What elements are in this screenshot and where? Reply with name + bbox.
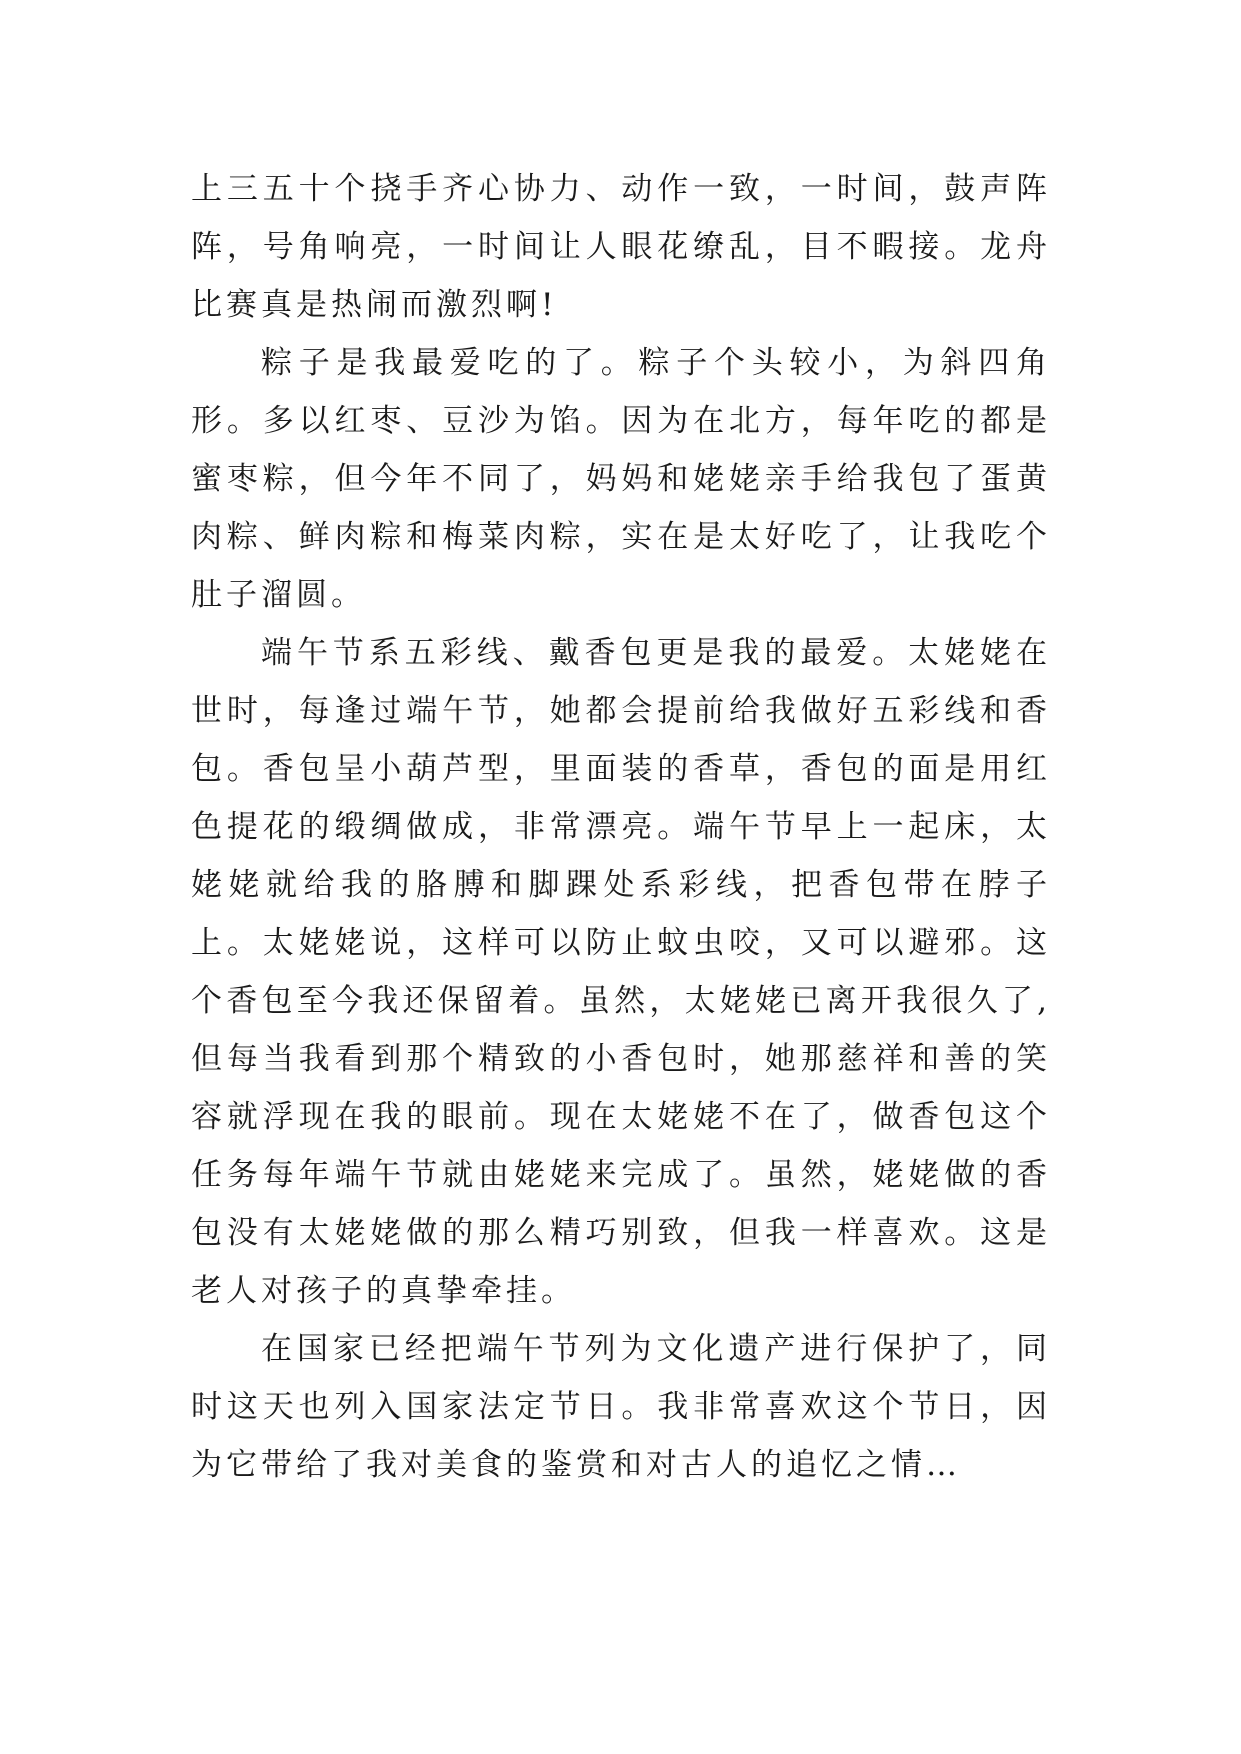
- essay-body: [191, 160, 1051, 1494]
- paragraph-dragon-boat: 上三五十个挠手齐心协力、动作一致，一时间，鼓声阵阵，号角响亮，一时间让人眼花缭乱，目不暇接。龙舟比赛真是热闹而激烈啊!: [191, 171, 1051, 323]
- paragraph-sachet: 端午节系五彩线、戴香包更是我的最爱。太姥姥在世时，每逢过端午节，她都会提前给我做好五彩线和香包。香包呈小葫芦型，里面装的香草，香包的面是用红色提花的缎绸做成，非常漂亮。端午节早上一起床，太姥姥就给我的胳膊和脚踝处系彩线，把香包带在脖子上。太姥姥说，这样可以防止蚊虫咬，又可以避邪。这个香包至今我还保留着。虽然，太姥姥已离开我很久了,但每当我看到那个精致的小香包时，她那慈祥和善的笑容就浮现在我的眼前。现在太姥姥不在了，做香包这个任务每年端午节就由姥姥来完成了。虽然，姥姥做的香包没有太姥姥做的那么精巧别致，但我一样喜欢。这是老人对孩子的真挚牵挂。: [191, 635, 1051, 1309]
- paragraph-heritage: 在国家已经把端午节列为文化遗产进行保护了，同时这天也列入国家法定节日。我非常喜欢这个节日，因为它带给了我对美食的鉴赏和对古人的追忆之情…: [191, 1331, 1051, 1483]
- paragraph-zongzi: 粽子是我最爱吃的了。粽子个头较小，为斜四角形。多以红枣、豆沙为馅。因为在北方，每年吃的都是蜜枣粽，但今年不同了，妈妈和姥姥亲手给我包了蛋黄肉粽、鲜肉粽和梅菜肉粽，实在是太好吃了，让我吃个肚子溜圆。: [191, 345, 1051, 613]
